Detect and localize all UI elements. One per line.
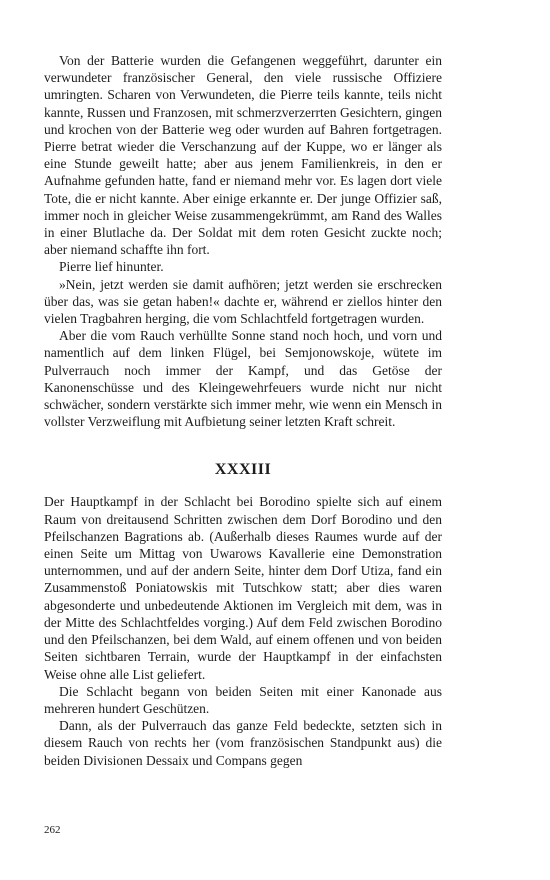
paragraph: Aber die vom Rauch verhüllte Sonne stand noch hoch, und vorn und namentlich auf dem linken Flügel, bei Semjonowskoje, wütete im Pulverrauch noch immer der Kampf, und das Getöse der Kanonenschüsse und des Kleingewehrfeuers wurde nicht nur nicht schwächer, sondern verstärkte sich immer mehr, wie wenn ein Mensch in vollster Verzweiflung mit Aufbietung seiner letzten Kraft schreit. (44, 328, 442, 430)
paragraph: Dann, als der Pulverrauch das ganze Feld bedeckte, setzten sich in diesem Rauch von rechts her (vom französischen Standpunkt aus) die beiden Divisionen Dessaix und Compans gegen (44, 718, 442, 768)
paragraph: »Nein, jetzt werden sie damit aufhören; jetzt werden sie erschrecken über das, was sie getan haben!« dachte er, während er ziellos hinter den vielen Tragbahren herging, die vom Schlachtfeld fortgetragen wurden. (44, 276, 442, 327)
text-block-chapter-body (44, 493, 442, 768)
paragraph: Die Schlacht begann von beiden Seiten mit einer Kanonade aus mehreren hundert Geschützen. (44, 683, 442, 716)
book-page (44, 52, 442, 769)
paragraph: Der Hauptkampf in der Schlacht bei Borodino spielte sich auf einem Raum von dreitausend Schritten zwischen dem Dorf Borodino und den Pfeilschanzen Bagrations ab. (Außerhalb dieses Raumes wurde auf der einen Seite um Mittag von Uwarows Kavallerie eine Demonstration unternommen, und auf der andern Seite, hinter dem Dorf Utiza, fand ein Zusammenstoß Poniatowskis mit Tutschkow statt; aber dies waren abgesonderte und unbedeutende Aktionen im Vergleich mit dem, was in der Mitte des Schlachtfeldes vorging.) Auf dem Feld zwischen Borodino und den Pfeilschanzen, bei dem Wald, auf einem offenen und von beiden Seiten sichtbaren Terrain, wurde der Hauptkampf in der einfachsten Weise ohne alle List geliefert. (44, 494, 442, 682)
chapter-heading: XXXIII (214, 461, 272, 479)
text-block-before-chapter (44, 52, 442, 430)
paragraph: Von der Batterie wurden die Gefangenen weggeführt, darunter ein verwundeter französischer General, den viele russische Offiziere umringten. Scharen von Verwundeten, die Pierre teils kannte, teils nicht kannte, Russen und Franzosen, mit schmerzverzerrten Gesichtern, gingen und krochen von der Batterie weg oder wurden auf Bahren fortgetragen. Pierre betrat wieder die Verschanzung auf der Kuppe, wo er länger als eine Stunde geweilt hatte; aber aus jenem Familienkreis, in den er Aufnahme gefunden hatte, fand er niemand mehr vor. Es lagen dort viele Tote, die er nicht kannte. Aber einige erkannte er. Der junge Offizier saß, immer noch in gleicher Weise zusammengekrümmt, am Rand des Walles in einer Blutlache da. Der Soldat mit dem roten Gesicht zuckte noch; aber niemand schaffte ihn fort. (44, 53, 442, 258)
paragraph: Pierre lief hinunter. (59, 259, 164, 275)
page-number: 262 (44, 824, 61, 836)
